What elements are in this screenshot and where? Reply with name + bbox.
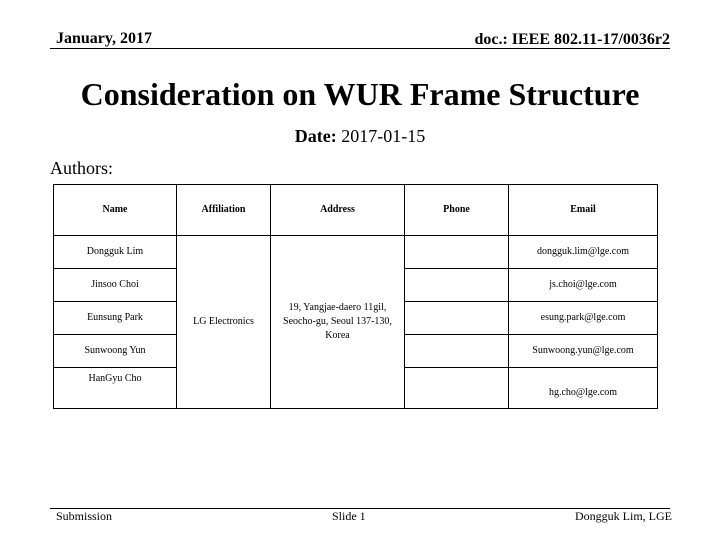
author-phone [405,236,509,269]
author-name: Dongguk Lim [54,236,177,269]
header-divider [50,48,670,49]
author-email: Sunwoong.yun@lge.com [509,335,658,368]
column-header-affiliation: Affiliation [177,185,271,236]
author-phone [405,302,509,335]
column-header-name: Name [54,185,177,236]
author-email: dongguk.lim@lge.com [509,236,658,269]
author-phone [405,368,509,409]
author-name: Eunsung Park [54,302,177,335]
header-date: January, 2017 [56,30,153,47]
author-email: hg.cho@lge.com [509,368,658,409]
author-address: 19, Yangjae-daero 11gil, Seocho-gu, Seoul 137-130, Korea [271,236,405,409]
footer-submission: Submission [56,509,113,523]
author-phone [405,269,509,302]
date-line [0,126,720,147]
author-email: js.choi@lge.com [509,269,658,302]
author-email: esung.park@lge.com [509,302,658,335]
date-label: Date: [294,126,337,146]
header-doc-id: doc.: IEEE 802.11-17/0036r2 [474,31,670,48]
footer-slide-number: Slide 1 [332,509,366,523]
author-name: Sunwoong Yun [54,335,177,368]
author-name: Jinsoo Choi [54,269,177,302]
slide-title: Consideration on WUR Frame Structure [80,76,640,112]
author-affiliation: LG Electronics [177,236,271,409]
author-phone [405,335,509,368]
column-header-phone: Phone [405,185,509,236]
column-header-email: Email [509,185,658,236]
author-name: HanGyu Cho [54,368,177,409]
table-row [54,236,658,269]
date-value: 2017-01-15 [341,126,426,146]
authors-label: Authors: [50,158,113,178]
column-header-address: Address [271,185,405,236]
authors-table [53,184,658,409]
footer-author: Dongguk Lim, LGE [575,509,672,523]
table-header-row [54,185,658,236]
